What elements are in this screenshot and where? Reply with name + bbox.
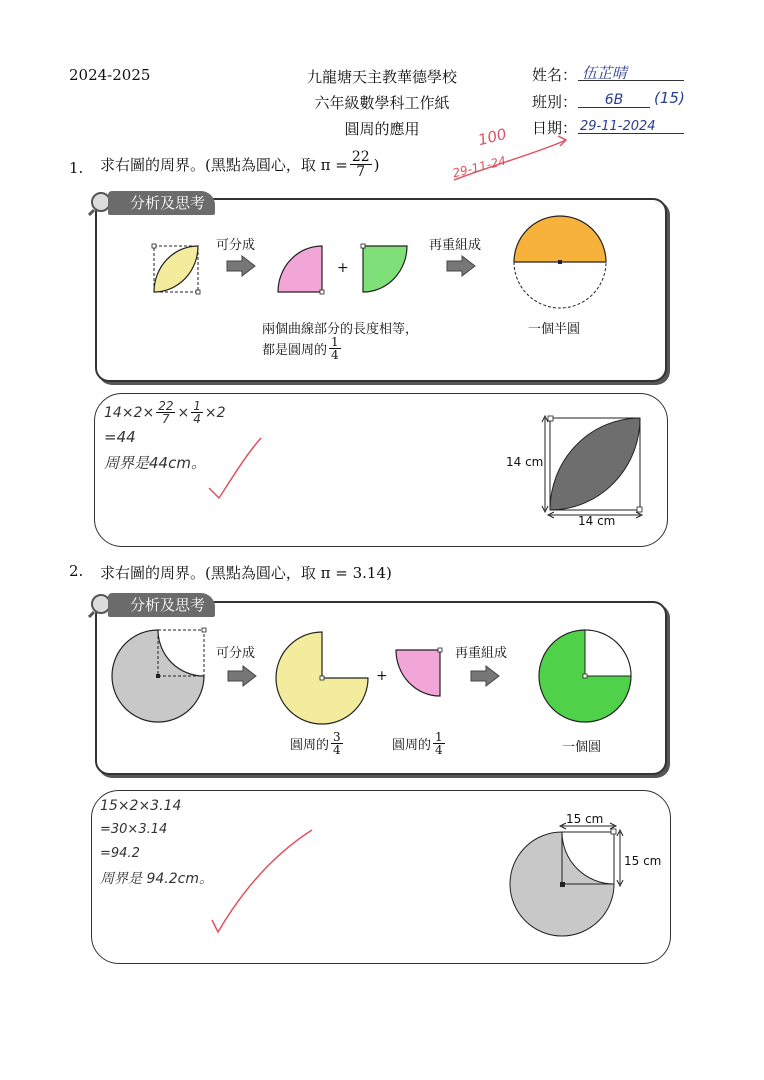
q2-side-dimension: 15 cm xyxy=(624,854,662,868)
q1-note-line2-text: 都是圓周的 xyxy=(262,343,328,358)
q2-arrow-icon-2 xyxy=(470,665,500,687)
school-name: 九龍塘天主教華德學校 xyxy=(306,68,457,86)
q2-pink-quarter xyxy=(390,646,446,702)
q1-work-line2: =44 xyxy=(104,428,136,446)
q2-number: 2. xyxy=(69,562,84,580)
q1-leaf-figure xyxy=(148,242,204,298)
date-field xyxy=(578,115,684,134)
q1-prompt-text: 求右圖的周界。(黑點為圓心，取 π = xyxy=(100,156,348,174)
q2-part1-text: 圓周的 xyxy=(290,738,330,753)
q1-work-frac2-den: 4 xyxy=(193,412,201,426)
q2-part1-fraction xyxy=(331,731,343,756)
q1-arrow-icon-2 xyxy=(446,255,476,277)
q1-green-quarter xyxy=(357,242,413,298)
q2-composite-diagram xyxy=(500,808,650,938)
class-label: 班別： xyxy=(532,93,578,111)
q1-plus: + xyxy=(337,260,349,276)
q2-plus: + xyxy=(376,668,388,684)
name-field xyxy=(578,62,684,81)
q1-result-label: 一個半圓 xyxy=(528,322,581,337)
q1-prompt-end: ) xyxy=(373,155,380,174)
q2-prompt: 求右圖的周界。(黑點為圓心，取 π = 3.14) xyxy=(100,564,392,582)
q2-full-circle xyxy=(535,626,635,726)
q2-analysis-tag: 分析及思考 xyxy=(108,593,215,617)
q2-part1-denominator: 4 xyxy=(333,743,341,757)
q2-three-quarter-circle xyxy=(272,628,372,728)
q1-leaf-diagram xyxy=(498,410,648,530)
q1-work-frac2 xyxy=(191,400,203,425)
q2-part2-label xyxy=(392,731,447,756)
q2-work-line1: 15×2×3.14 xyxy=(100,798,182,814)
q1-work-mid: × xyxy=(177,404,190,421)
q2-part2-numerator: 1 xyxy=(435,730,443,744)
q1-analysis-tag: 分析及思考 xyxy=(108,191,215,215)
q2-part1-numerator: 3 xyxy=(333,730,341,744)
q1-bottom-dimension: 14 cm xyxy=(578,514,616,528)
q1-pi-denominator: 7 xyxy=(356,164,366,180)
teacher-date: 29-11-24 xyxy=(451,153,508,181)
q1-note-fraction xyxy=(329,336,341,361)
q2-work-line4: 周界是 94.2cm。 xyxy=(100,871,213,887)
q1-work-line3: 周界是44cm。 xyxy=(104,454,206,472)
q1-checkmark-icon xyxy=(205,436,265,506)
q2-composite-figure xyxy=(110,626,210,726)
q1-pi-fraction xyxy=(350,150,372,179)
q2-split-label: 可分成 xyxy=(216,646,256,661)
class-value: 6B xyxy=(604,92,624,108)
q2-result-label: 一個圓 xyxy=(562,740,602,755)
q1-side-dimension: 14 cm xyxy=(506,455,544,469)
date-label: 日期： xyxy=(532,119,578,137)
q2-part2-fraction xyxy=(433,731,445,756)
worksheet-topic: 圓周的應用 xyxy=(344,120,420,138)
q2-part1-label xyxy=(290,731,345,756)
class-number: (15) xyxy=(654,89,685,107)
q1-arrow-icon xyxy=(226,255,256,277)
name-value: 伍芷晴 xyxy=(582,64,628,82)
q1-prompt xyxy=(100,150,380,179)
date-value: 29-11-2024 xyxy=(580,119,656,134)
class-field xyxy=(578,89,650,108)
q1-pi-numerator: 22 xyxy=(351,149,370,165)
q2-top-dimension: 15 cm xyxy=(566,812,604,826)
q1-note-numerator: 1 xyxy=(331,335,339,349)
q1-recombine-label: 再重組成 xyxy=(429,238,482,253)
q1-number: 1. xyxy=(69,159,84,177)
q1-work-line1-text: 14×2× xyxy=(104,404,155,421)
q1-work-frac2-num: 1 xyxy=(193,399,201,413)
q1-work-line1 xyxy=(104,400,225,425)
q2-part2-text: 圓周的 xyxy=(392,738,432,753)
q2-part2-denominator: 4 xyxy=(435,743,443,757)
q1-work-frac1 xyxy=(156,400,175,425)
q1-pink-quarter xyxy=(274,242,330,298)
q2-recombine-label: 再重組成 xyxy=(455,646,508,661)
name-label: 姓名： xyxy=(532,66,578,84)
q2-work-line2: =30×3.14 xyxy=(100,822,168,837)
q1-work-frac1-num: 22 xyxy=(158,399,174,413)
q1-work-end: ×2 xyxy=(204,404,226,421)
q2-checkmark-icon xyxy=(208,828,318,938)
school-year: 2024-2025 xyxy=(69,66,151,84)
q2-work-line3: =94.2 xyxy=(100,846,140,861)
q1-semicircle-figure xyxy=(510,214,610,314)
q1-note-line1: 兩個曲線部分的長度相等， xyxy=(262,322,419,337)
q2-arrow-icon xyxy=(227,665,257,687)
q1-note-denominator: 4 xyxy=(331,348,339,362)
q1-note-line2 xyxy=(262,336,343,361)
q1-work-frac1-den: 7 xyxy=(162,412,170,426)
worksheet-subject: 六年級數學科工作紙 xyxy=(314,94,450,112)
q1-split-label: 可分成 xyxy=(216,238,256,253)
teacher-score: 100 xyxy=(476,124,509,150)
